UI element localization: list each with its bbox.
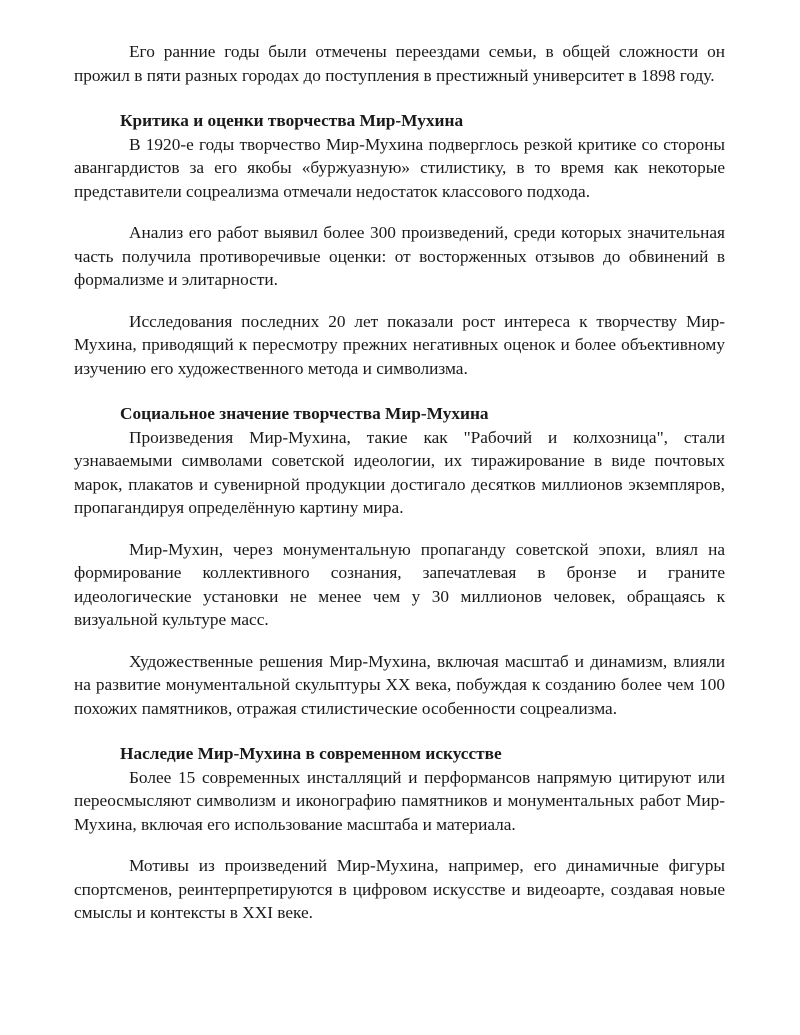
paragraph: Более 15 современных инсталляций и перформансов напрямую цитируют или переосмысляют символизм и иконографию памятников и монументальных работ Мир-Мухина, включая его использование масштаба и материала. bbox=[74, 767, 725, 834]
paragraph: Исследования последних 20 лет показали рост интереса к творчеству Мир-Мухина, приводящий к пересмотру прежних негативных оценок и более объективному изучению его художественного метода и символизма. bbox=[74, 311, 725, 378]
paragraph: Анализ его работ выявил более 300 произведений, среди которых значительная часть получила противоречивые оценки: от восторженных отзывов до обвинений в формализме и элитарности. bbox=[74, 223, 725, 289]
intro-paragraph: Его ранние годы были отмечены переездами семьи, в общей сложности он прожил в пяти разных городах до поступления в престижный университет в 1898 году. bbox=[74, 42, 725, 85]
section-heading-social-significance: Социальное значение творчества Мир-Мухина bbox=[120, 404, 489, 423]
paragraph: Мотивы из произведений Мир-Мухина, например, его динамичные фигуры спортсменов, реинтерпретируются в цифровом искусстве и видеоарте, создавая новые смыслы и контексты в XXI веке. bbox=[74, 856, 725, 922]
section-heading-criticism: Критика и оценки творчества Мир-Мухина bbox=[120, 111, 464, 130]
paragraph: Мир-Мухин, через монументальную пропаганду советской эпохи, влиял на формирование коллективного сознания, запечатлевая в бронзе и граните идеологические установки не менее чем у 30 миллионов человек, обращаясь к визуальной культуре масс. bbox=[74, 539, 725, 629]
paragraph: В 1920-е годы творчество Мир-Мухина подверглось резкой критике со стороны авангардистов за его якобы «буржуазную» стилистику, в то время как некоторые представители соцреализма отмечали недостаток классового подхода. bbox=[74, 134, 725, 201]
paragraph: Произведения Мир-Мухина, такие как "Рабочий и колхозница", стали узнаваемыми символами советской идеологии, их тиражирование в виде почтовых марок, плакатов и сувенирной продукции достигало десятков миллионов экземпляров, пропагандируя определённую картину мира. bbox=[74, 427, 725, 517]
document-page bbox=[74, 40, 725, 925]
paragraph: Художественные решения Мир-Мухина, включая масштаб и динамизм, влияли на развитие монументальной скульптуры XX века, побуждая к созданию более чем 100 похожих памятников, отражая стилистические особенности соцреализма. bbox=[74, 651, 725, 718]
section-heading-legacy: Наследие Мир-Мухина в современном искусстве bbox=[120, 744, 502, 763]
